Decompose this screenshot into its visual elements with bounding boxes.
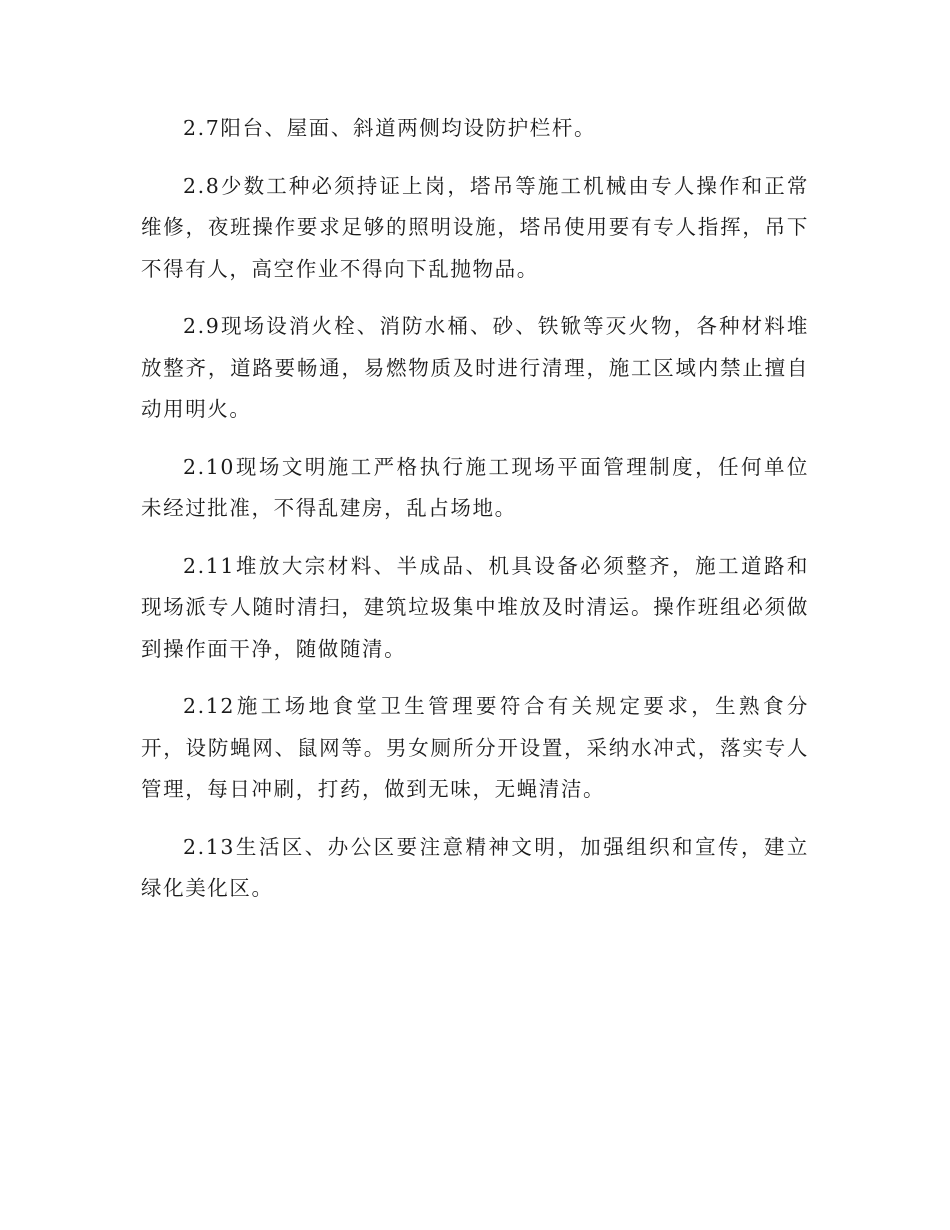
paragraph-2-8: 2.8少数工种必须持证上岗，塔吊等施工机械由专人操作和正常维修，夜班操作要求足够的照明设施，塔吊使用要有专人指挥，吊下不得有人，高空作业不得向下乱抛物品。 [141,173,809,281]
paragraph-2-12: 2.12施工场地食堂卫生管理要符合有关规定要求，生熟食分开，设防蝇网、鼠网等。男女厕所分开设置，采纳水冲式，落实专人管理，每日冲刷，打药，做到无味，无蝇清洁。 [141,694,809,801]
paragraph-2-9: 2.9现场设消火栓、消防水桶、砂、铁锨等灭火物，各种材料堆放整齐，道路要畅通，易燃物质及时进行清理，施工区域内禁止擅自动用明火。 [141,314,809,421]
paragraph-2-7: 2.7阳台、屋面、斜道两侧均设防护栏杆。 [183,116,597,140]
paragraph-2-11: 2.11堆放大宗材料、半成品、机具设备必须整齐，施工道路和现场派专人随时清扫，建筑垃圾集中堆放及时清运。操作班组必须做到操作面干净，随做随清。 [141,553,809,661]
paragraph-2-13: 2.13生活区、办公区要注意精神文明，加强组织和宣传，建立绿化美化区。 [141,834,809,900]
document-body [141,108,809,926]
paragraph-2-10: 2.10现场文明施工严格执行施工现场平面管理制度，任何单位未经过批准，不得乱建房，乱占场地。 [141,454,809,520]
